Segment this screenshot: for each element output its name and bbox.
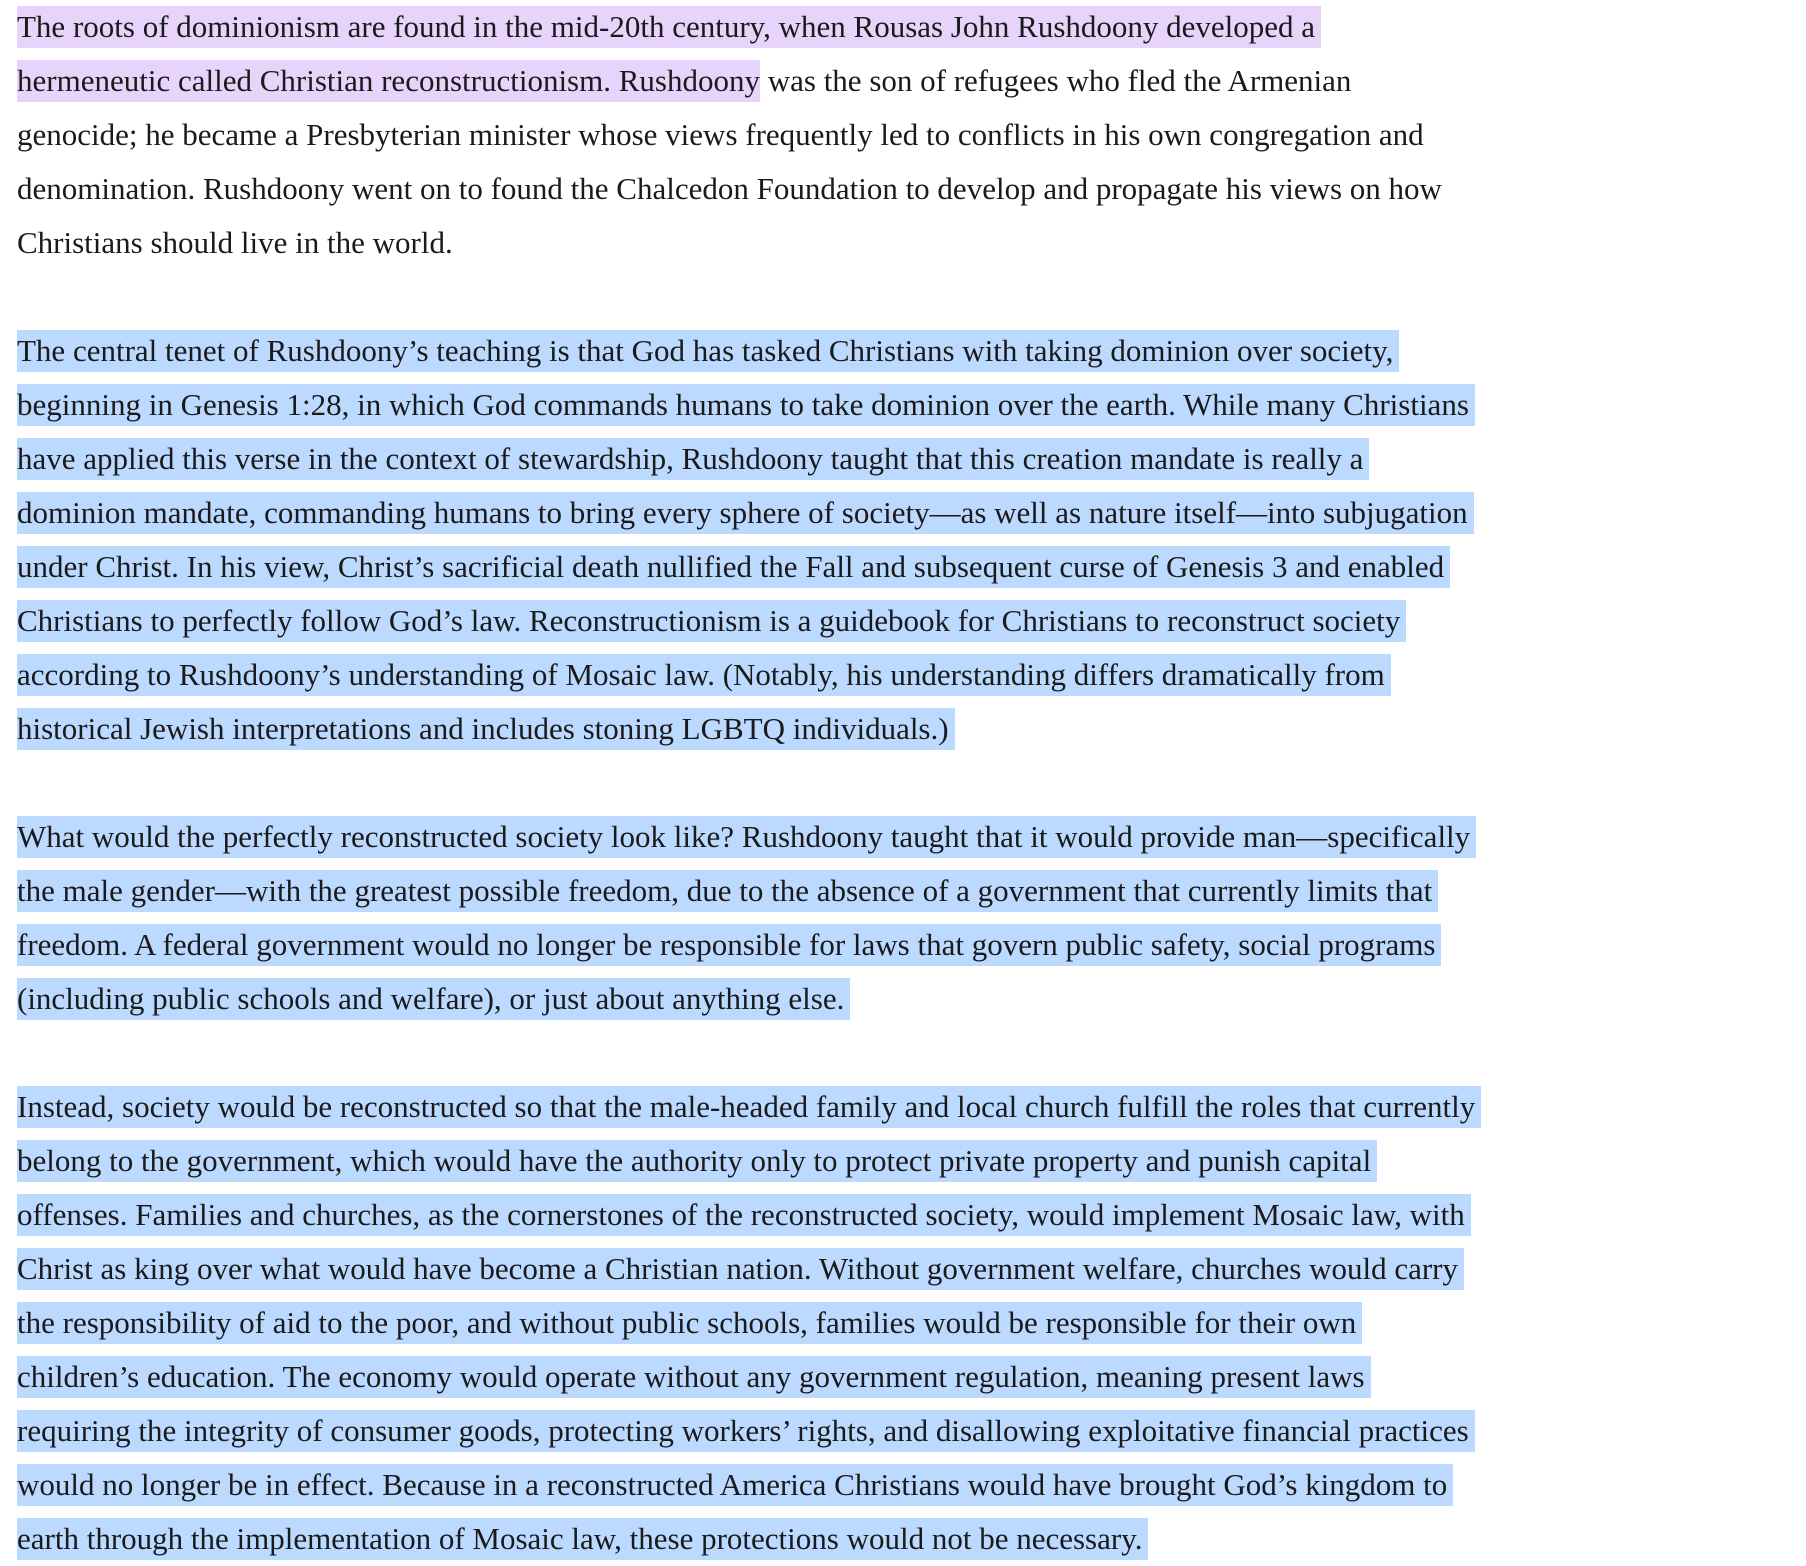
selected-text[interactable]: the male gender—with the greatest possible freedom, due to the absence of a government that currently limits that [17,870,1438,912]
plain-text: Christians should live in the world. [17,225,453,260]
selected-text[interactable]: freedom. A federal government would no longer be responsible for laws that govern public safety, social programs [17,924,1441,966]
text-line [17,648,1806,702]
selected-text[interactable]: (including public schools and welfare), or just about anything else. [17,978,850,1020]
text-line [17,1512,1806,1566]
selected-text[interactable]: Instead, society would be reconstructed so that the male-headed family and local church fulfill the roles that currently [17,1086,1481,1128]
text-line [17,540,1806,594]
text-line [17,324,1806,378]
plain-text: genocide; he became a Presbyterian minister whose views frequently led to conflicts in his own congregation and [17,117,1424,152]
paragraph-1 [17,0,1806,270]
highlighted-text[interactable]: The roots of dominionism are found in the mid-20th century, when Rousas John Rushdoony developed a [17,6,1321,48]
text-line [17,594,1806,648]
text-line [17,1134,1806,1188]
selected-text[interactable]: would no longer be in effect. Because in a reconstructed America Christians would have brought God’s kingdom to [17,1464,1453,1506]
selected-text[interactable]: beginning in Genesis 1:28, in which God commands humans to take dominion over the earth. While many Christians [17,384,1475,426]
selected-text[interactable]: Christians to perfectly follow God’s law. Reconstructionism is a guidebook for Christians to reconstruct society [17,600,1406,642]
selected-text[interactable]: have applied this verse in the context of stewardship, Rushdoony taught that this creation mandate is really a [17,438,1369,480]
selected-text[interactable]: historical Jewish interpretations and includes stoning LGBTQ individuals.) [17,708,955,750]
text-line [17,918,1806,972]
text-line [17,216,1806,270]
selected-text[interactable]: What would the perfectly reconstructed society look like? Rushdoony taught that it would provide man—specifically [17,816,1476,858]
text-line [17,108,1806,162]
text-line [17,1080,1806,1134]
text-line [17,0,1806,54]
text-line [17,54,1806,108]
text-line [17,1242,1806,1296]
text-line [17,864,1806,918]
text-line [17,1350,1806,1404]
text-line [17,1188,1806,1242]
paragraph-4 [17,1080,1806,1566]
paragraph-3 [17,810,1806,1026]
text-line [17,810,1806,864]
selected-text[interactable]: requiring the integrity of consumer goods, protecting workers’ rights, and disallowing exploitative financial practices [17,1410,1475,1452]
text-line [17,162,1806,216]
article-body [17,0,1806,1566]
text-line [17,1458,1806,1512]
plain-text: was the son of refugees who fled the Armenian [759,63,1352,98]
plain-text: denomination. Rushdoony went on to found the Chalcedon Foundation to develop and propagate his views on how [17,171,1442,206]
text-line [17,1296,1806,1350]
selected-text[interactable]: offenses. Families and churches, as the cornerstones of the reconstructed society, would implement Mosaic law, with [17,1194,1471,1236]
selected-text[interactable]: children’s education. The economy would operate without any government regulation, meaning present laws [17,1356,1371,1398]
text-line [17,486,1806,540]
text-line [17,378,1806,432]
paragraph-2 [17,324,1806,756]
text-line [17,1404,1806,1458]
selected-text[interactable]: the responsibility of aid to the poor, and without public schools, families would be responsible for their own [17,1302,1362,1344]
selected-text[interactable]: dominion mandate, commanding humans to bring every sphere of society—as well as nature itself—into subjugation [17,492,1474,534]
paragraph-gap [17,756,1806,810]
selected-text[interactable]: The central tenet of Rushdoony’s teaching is that God has tasked Christians with taking dominion over society, [17,330,1399,372]
highlighted-text[interactable]: hermeneutic called Christian reconstructionism. Rushdoony [17,60,760,102]
selected-text[interactable]: belong to the government, which would have the authority only to protect private property and punish capital [17,1140,1377,1182]
selected-text[interactable]: according to Rushdoony’s understanding of Mosaic law. (Notably, his understanding differs dramatically from [17,654,1391,696]
selected-text[interactable]: under Christ. In his view, Christ’s sacrificial death nullified the Fall and subsequent curse of Genesis 3 and enabled [17,546,1450,588]
text-line [17,702,1806,756]
text-line [17,432,1806,486]
text-line [17,972,1806,1026]
selected-text[interactable]: Christ as king over what would have become a Christian nation. Without government welfare, churches would carry [17,1248,1464,1290]
paragraph-gap [17,1026,1806,1080]
selected-text[interactable]: earth through the implementation of Mosaic law, these protections would not be necessary. [17,1518,1148,1560]
paragraph-gap [17,270,1806,324]
